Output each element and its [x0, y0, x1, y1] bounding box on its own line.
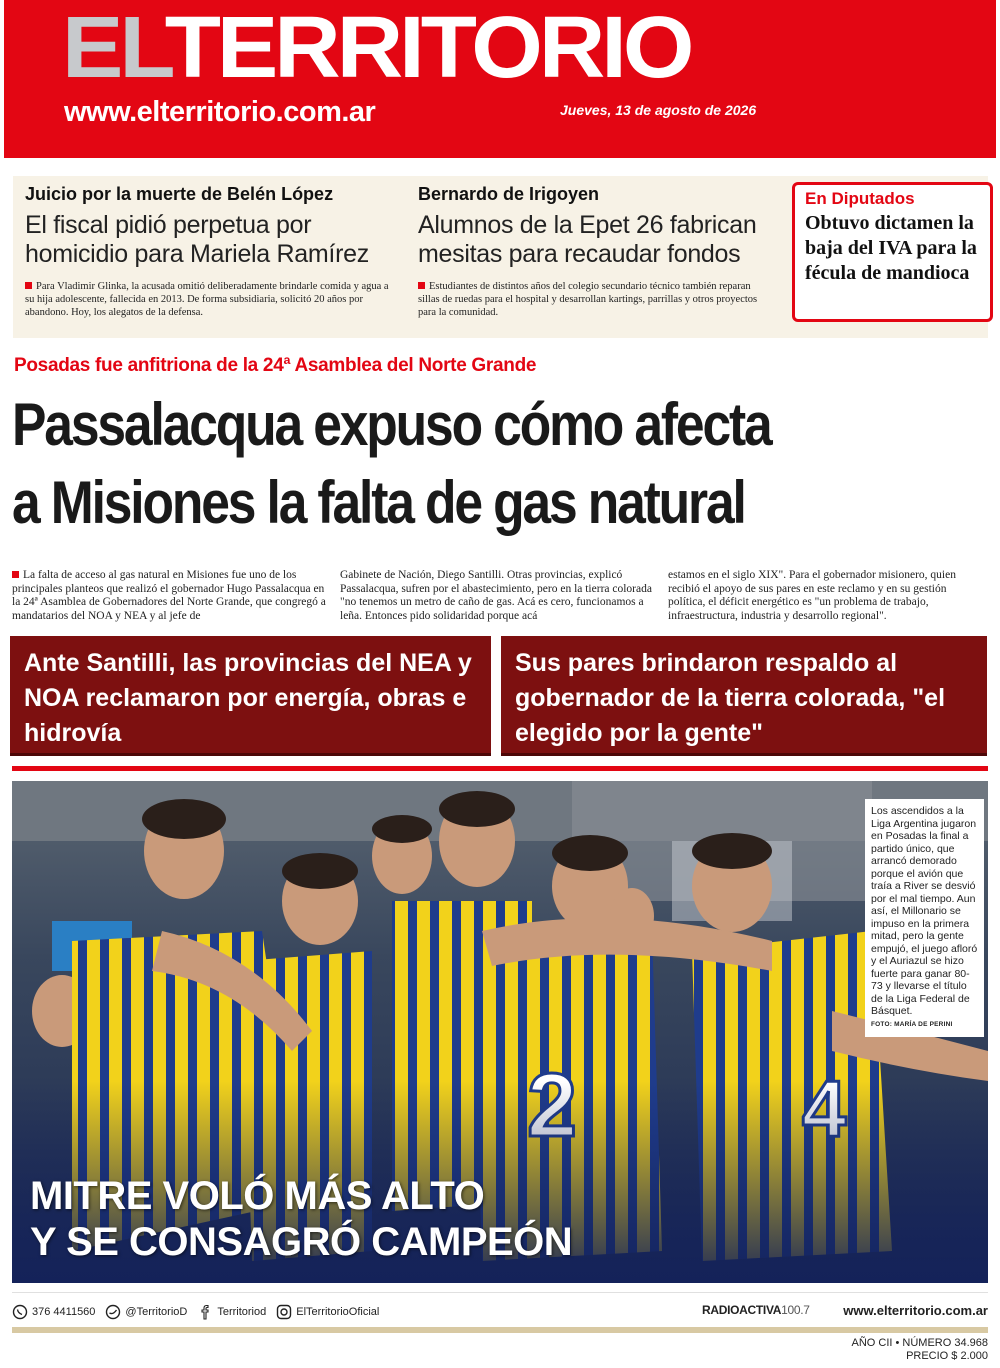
photo-headline-line1: MITRE VOLÓ MÁS ALTO: [30, 1174, 485, 1218]
bullet-square-icon: [418, 282, 425, 289]
photo-headline-line2: Y SE CONSAGRÓ CAMPEÓN: [30, 1220, 573, 1264]
bullet-square-icon: [12, 571, 19, 578]
body-column-3: estamos en el siglo XIX". Para el gobernador misionero, quien recibió el apoyo de sus pares en este reclamo y en su gestión política, el déficit energético es "un problema de trabajo, infraestructura, industria y desarrollo regional".: [668, 569, 956, 622]
story-juicio[interactable]: [25, 184, 400, 319]
radio-frequency: 100.7: [781, 1303, 810, 1317]
story-body-text: Para Vladimir Glinka, la acusada omitió deliberadamente brindarle comida y agua a su hija adolescente, fallecida en 2013. De forma subsidiaria, solicitó 20 años por abandono. Hoy, los alegatos de la defensa.: [25, 281, 389, 318]
twitter-handle: @TerritorioD: [125, 1306, 188, 1318]
side-box-diputados[interactable]: [792, 182, 993, 322]
bullet-square-icon: [25, 282, 32, 289]
photo-caption: [865, 799, 984, 1037]
instagram-handle: ElTerritorioOficial: [296, 1306, 380, 1318]
footer-bar: [12, 1327, 988, 1333]
main-headline-line1: Passalacqua expuso cómo afecta: [12, 391, 771, 458]
edition-info: [851, 1337, 988, 1363]
side-box-headline: Obtuvo dictamen la baja del IVA para la fécula de mandioca: [805, 212, 977, 284]
edition-price: PRECIO $ 2.000: [906, 1350, 988, 1362]
section-divider: [12, 766, 988, 771]
main-headline-line2: a Misiones la falta de gas natural: [12, 469, 745, 536]
twitter-link[interactable]: [105, 1304, 187, 1320]
story-kicker: Juicio por la muerte de Belén López: [25, 184, 334, 204]
twitter-icon: [105, 1304, 121, 1320]
story-body: [25, 280, 400, 319]
edition-number: AÑO CII • NÚMERO 34.968: [851, 1337, 988, 1349]
whatsapp-number: 376 4411560: [32, 1306, 96, 1318]
issue-date: Jueves, 13 de agosto de 2026: [560, 102, 757, 118]
photo-headline: [30, 1173, 572, 1265]
story-kicker: Bernardo de Irigoyen: [418, 184, 600, 204]
main-kicker: Posadas fue anfitriona de la 24ª Asamblea del Norte Grande: [14, 355, 537, 376]
story-epet[interactable]: [418, 184, 773, 319]
footer-divider: [12, 1292, 988, 1293]
facebook-icon: [197, 1304, 213, 1320]
related-box-respaldo[interactable]: Sus pares brindaron respaldo al gobernador de la tierra colorada, "el elegido por la gente": [501, 636, 987, 756]
instagram-icon: [276, 1304, 292, 1320]
facebook-link[interactable]: [197, 1304, 266, 1320]
masthead-url[interactable]: www.elterritorio.com.ar: [64, 96, 376, 128]
body-column-1-text: La falta de acceso al gas natural en Misiones fue uno de los principales planteos que realizó el gobernador Hugo Passalacqua en la 24ª Asamblea de Gobernadores del Norte Grande, que congregó a mandatarios del NOA y NEA y al jefe de: [12, 569, 326, 622]
radio-name: RADIOACTIVA: [702, 1303, 782, 1317]
body-column-2: Gabinete de Nación, Diego Santilli. Otras provincias, explicó Passalacqua, sufren por el abastecimiento, pero en la tierra colorada "no tenemos un metro de caño de gas. Acá es cero, funcionamos a leña. Entonces pido solidaridad porque acá: [340, 569, 652, 622]
story-headline: El fiscal pidió perpetua por homicidio para Mariela Ramírez: [25, 211, 369, 268]
photo-story[interactable]: [12, 781, 988, 1283]
instagram-link[interactable]: [276, 1304, 379, 1320]
photo-credit: FOTO: MARÍA DE PERINI: [871, 1020, 953, 1028]
whatsapp-link[interactable]: [12, 1304, 95, 1320]
logo-el: EL: [62, 0, 165, 97]
side-box-kicker: En Diputados: [805, 189, 915, 208]
facebook-handle: Territoriod: [217, 1306, 267, 1318]
story-body: [418, 280, 773, 319]
body-column-1: [12, 569, 326, 623]
logo-territorio: TERRITORIO: [164, 0, 691, 97]
masthead: [4, 0, 996, 158]
newspaper-logo[interactable]: [62, 0, 691, 97]
whatsapp-icon: [12, 1304, 28, 1320]
related-box-santilli[interactable]: Ante Santilli, las provincias del NEA y NOA reclamaron por energía, obras e hidrovía: [10, 636, 491, 756]
photo-caption-text: Los ascendidos a la Liga Argentina jugaron en Posadas la final a partido único, que arrancó demorado porque el avión que traía a River se desvió por el mal tiempo. Aun así, el Millonario se impuso en la primera mitad, pero la gente empujó, el juego afloró y el Auriazul se hizo fuerte para ganar 80-73 y llevarse el título de la Liga Federal de Básquet.: [871, 805, 978, 1017]
main-headline[interactable]: [12, 386, 855, 542]
story-headline: Alumnos de la Epet 26 fabrican mesitas para recaudar fondos: [418, 211, 757, 268]
footer-website[interactable]: www.elterritorio.com.ar: [843, 1303, 988, 1318]
radio-logo[interactable]: [702, 1303, 810, 1317]
footer-contacts: [12, 1300, 988, 1324]
story-body-text: Estudiantes de distintos años del colegio secundario técnico también reparan sillas de ruedas para el hospital y desarrollan kartings, parrillas y otros proyectos para la comunidad.: [418, 281, 758, 318]
